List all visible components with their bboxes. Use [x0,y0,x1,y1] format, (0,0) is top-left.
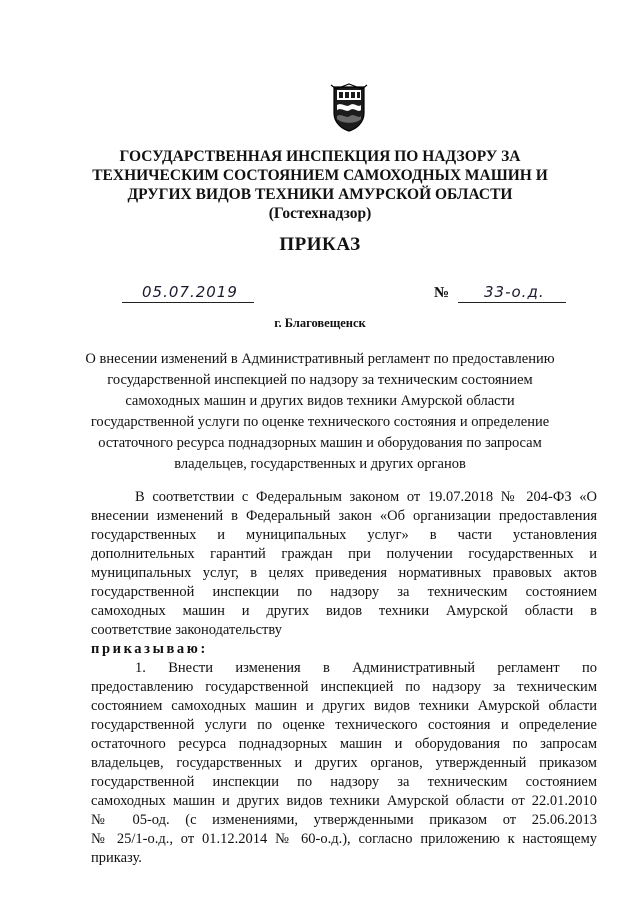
subject-line: остаточного ресурса поднадзорных машин и оборудования по запросам [98,435,542,451]
organization-name [80,147,560,223]
org-line: ДРУГИХ ВИДОВ ТЕХНИКИ АМУРСКОЙ ОБЛАСТИ [127,186,513,203]
number-sign: № [434,285,450,301]
item-line: самоходных машин и других видов техники Амурской области от 22.01.2010 [91,793,597,809]
handwritten-number: 33-о.д. [484,283,545,301]
order-subject [60,349,580,475]
preamble-line: соответствие законодательству [91,622,282,638]
order-directive: приказываю: [91,641,208,657]
org-line: ТЕХНИЧЕСКИМ СОСТОЯНИЕМ САМОХОДНЫХ МАШИН И [92,167,548,184]
preamble-line: муниципальных услуг, в целях приведения нормативных правовых актов [91,565,597,581]
org-line: ГОСУДАРСТВЕННАЯ ИНСПЕКЦИЯ ПО НАДЗОРУ ЗА [119,148,521,165]
subject-line: государственной инспекцией по надзору за техническим состоянием [107,372,533,388]
document-title: ПРИКАЗ [279,234,361,255]
item-line: остаточного ресурса поднадзорных машин и оборудования по запросам [91,736,597,752]
subject-line: О внесении изменений в Административный регламент по предоставлению [85,351,555,367]
item-line: государственной инспекции по надзору за техническим состоянием [91,774,597,790]
preamble-line: государственных и муниципальных услуг» в части установления [91,527,597,543]
preamble-line: внесении изменений в Федеральный закон «Об организации предоставления [91,508,597,524]
preamble-line: В соответствии с Федеральным законом от 19.07.2018 № 204-ФЗ «О [135,489,597,505]
number-field [458,283,566,303]
subject-line: владельцев, государственных и других органов [174,456,466,472]
org-short-name: (Гостехнадзор) [268,205,372,222]
preamble-line: дополнительных гарантий граждан при получении государственных и [91,546,597,562]
item-line: государственной услуги по оценке технического состояния и определение [91,717,597,733]
city-line: г. Благовещенск [274,316,366,330]
item-line: 1. Внести изменения в Административный регламент по [135,660,597,676]
document-body [91,488,597,868]
item-line: предоставлению государственной инспекцией по надзору за техническим [91,679,597,695]
item-line: № 05-од. (с изменениями, утвержденными приказом от 25.06.2013 [91,812,597,828]
preamble-line: самоходных машин и других видов техники Амурской области в [91,603,597,619]
preamble-line: государственной инспекции по надзору за техническим состоянием [91,584,597,600]
item-line: приказу. [91,850,142,866]
coat-of-arms-icon [328,83,370,133]
item-line: № 25/1-о.д., от 01.12.2014 № 60-о.д.), согласно приложению к настоящему [91,831,597,847]
item-line: владельцев, государственных и других органов, утвержденный приказом [91,755,597,771]
date-field [122,283,254,303]
item-line: состоянием самоходных машин и других видов техники Амурской области [91,698,597,714]
handwritten-date: 05.07.2019 [142,283,238,301]
subject-line: самоходных машин и других видов техники Амурской области [125,393,515,409]
subject-line: государственной услуги по оценке технического состояния и определение [90,414,550,430]
